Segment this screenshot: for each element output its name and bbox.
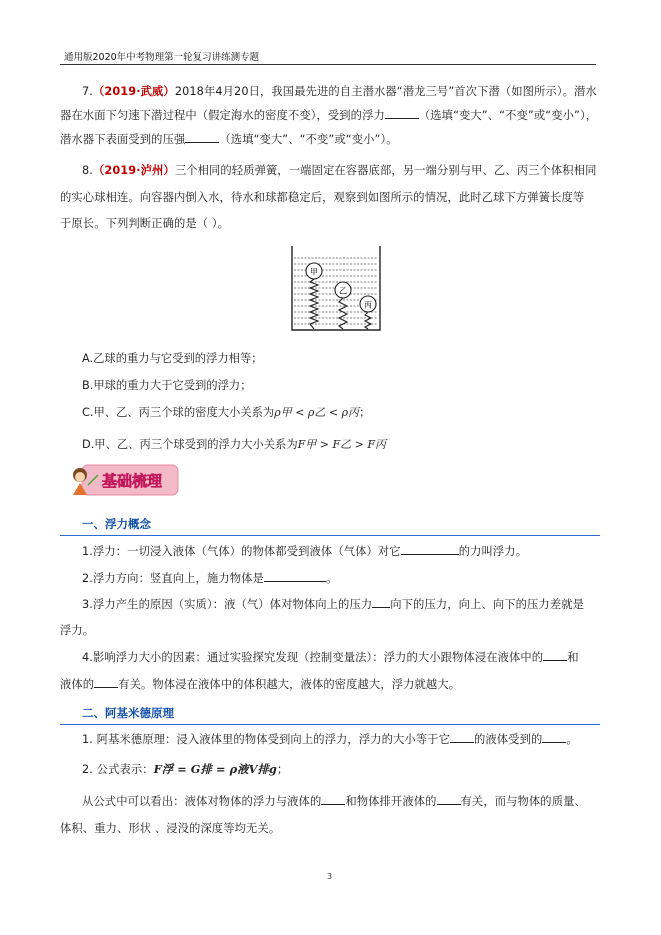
- question-7: [60, 80, 600, 104]
- answer-blank[interactable]: [372, 595, 390, 608]
- question-8-line2: 的实心球相连。向容器内倒入水，待水和球都稳定后，观察到如图所示的情况，此时乙球下方弹簧长度等: [60, 191, 585, 204]
- buoyancy-relation: F甲 > F乙 > F丙: [297, 438, 386, 451]
- section-2-item-1: 1. 阿基米德原理：浸入液体里的物体受到向上的浮力，浮力的大小等于它 的液体受到的 。: [60, 728, 600, 752]
- section-1-heading: 一、浮力概念: [82, 517, 151, 531]
- answer-blank[interactable]: [185, 130, 219, 143]
- header-rule: [60, 64, 596, 65]
- q7-number: 7.: [82, 85, 93, 98]
- answer-blank[interactable]: [264, 569, 326, 582]
- question-8: 8.（2019·泸州）三个相同的轻质弹簧，一端固定在容器底部，另一端分别与甲、乙、丙三个体积相同: [82, 164, 597, 177]
- answer-blank[interactable]: [94, 675, 118, 688]
- section-2-note: 从公式中可以看出：液体对物体的浮力与液体的 和物体排开液体的 有关，而与物体的质量、: [60, 790, 600, 814]
- answer-blank[interactable]: [450, 730, 474, 743]
- section-1-item-3: 3.浮力产生的原因（实质）：液（气）体对物体向上的压力 向下的压力，向上、向下的压力差就是: [60, 593, 600, 617]
- section-2-item-2: 2. 公式表示：F浮 = G排 = ρ液V排g；: [82, 762, 289, 776]
- question-8-line3: 于原长。下列判断正确的是（ ）。: [60, 217, 229, 230]
- section-2-rule: [60, 724, 600, 725]
- section-1-item-3-cont: 浮力。: [60, 624, 95, 637]
- question-7-line2: 器在水面下匀速下潜过程中（假定海水的密度不变），受到的浮力 （选填“变大”、“不变”或“变小”），: [60, 104, 600, 128]
- section-badge: [68, 461, 180, 499]
- option-c[interactable]: C.甲、乙、丙三个球的密度大小关系为ρ甲 < ρ乙 < ρ丙；: [82, 406, 371, 419]
- page-header: 通用版2020年中考物理第一轮复习讲练测专题: [64, 52, 260, 63]
- badge-label: 基础梳理: [101, 472, 163, 490]
- spring-jia: [310, 279, 318, 329]
- q8-source: （2019·泸州）: [92, 164, 175, 177]
- option-a[interactable]: A.乙球的重力与它受到的浮力相等；: [82, 352, 263, 365]
- spring-yi: [339, 298, 347, 329]
- spring-container-figure: [286, 244, 384, 334]
- ball-yi-label: 乙: [339, 286, 347, 296]
- spring-bing: [365, 312, 371, 329]
- ball-jia-label: 甲: [310, 267, 318, 277]
- section-1-rule: [60, 535, 600, 536]
- section-1-item-4-cont: 液体的 有关。物体浸在液体中的体积越大，液体的密度越大，浮力就越大。: [60, 673, 600, 697]
- answer-blank[interactable]: [437, 792, 461, 805]
- answer-blank[interactable]: [385, 106, 419, 119]
- section-2-note-cont: 体积、重力、形状 、浸没的深度等均无关。: [60, 822, 281, 835]
- answer-blank[interactable]: [401, 542, 459, 555]
- question-7-line3: 潜水器下表面受到的压强 （选填“变大”、“不变”或“变小”）。: [60, 128, 600, 152]
- q7-source: （2019·武威）: [92, 85, 175, 98]
- page-number: 3: [327, 872, 333, 881]
- answer-blank[interactable]: [543, 648, 567, 661]
- section-1-item-2: 2.浮力方向：竖直向上，施力物体是 。: [60, 567, 600, 591]
- ball-bing-label: 丙: [364, 300, 372, 310]
- option-b[interactable]: B.甲球的重力大于它受到的浮力；: [82, 379, 252, 392]
- answer-blank[interactable]: [542, 730, 566, 743]
- section-1-item-4: 4.影响浮力大小的因素：通过实验探究发现（控制变量法）：浮力的大小跟物体浸在液体中的 和: [60, 646, 600, 670]
- archimedes-formula: F浮 = G排 = ρ液V排g: [153, 762, 277, 776]
- section-2-heading: 二、阿基米德原理: [82, 706, 174, 720]
- answer-blank[interactable]: [321, 792, 345, 805]
- q8-number: 8.: [82, 164, 93, 177]
- density-relation: ρ甲 < ρ乙 < ρ丙: [274, 406, 360, 419]
- option-d[interactable]: D.甲、乙、丙三个球受到的浮力大小关系为F甲 > F乙 > F丙: [82, 438, 386, 451]
- section-1-item-1: 1.浮力：一切浸入液体（气体）的物体都受到液体（气体）对它 的力叫浮力。: [60, 540, 600, 564]
- q7-line1: 2018年4月20日，我国最先进的自主潜水器“潜龙三号”首次下潜（如图所示）。潜水: [174, 85, 597, 98]
